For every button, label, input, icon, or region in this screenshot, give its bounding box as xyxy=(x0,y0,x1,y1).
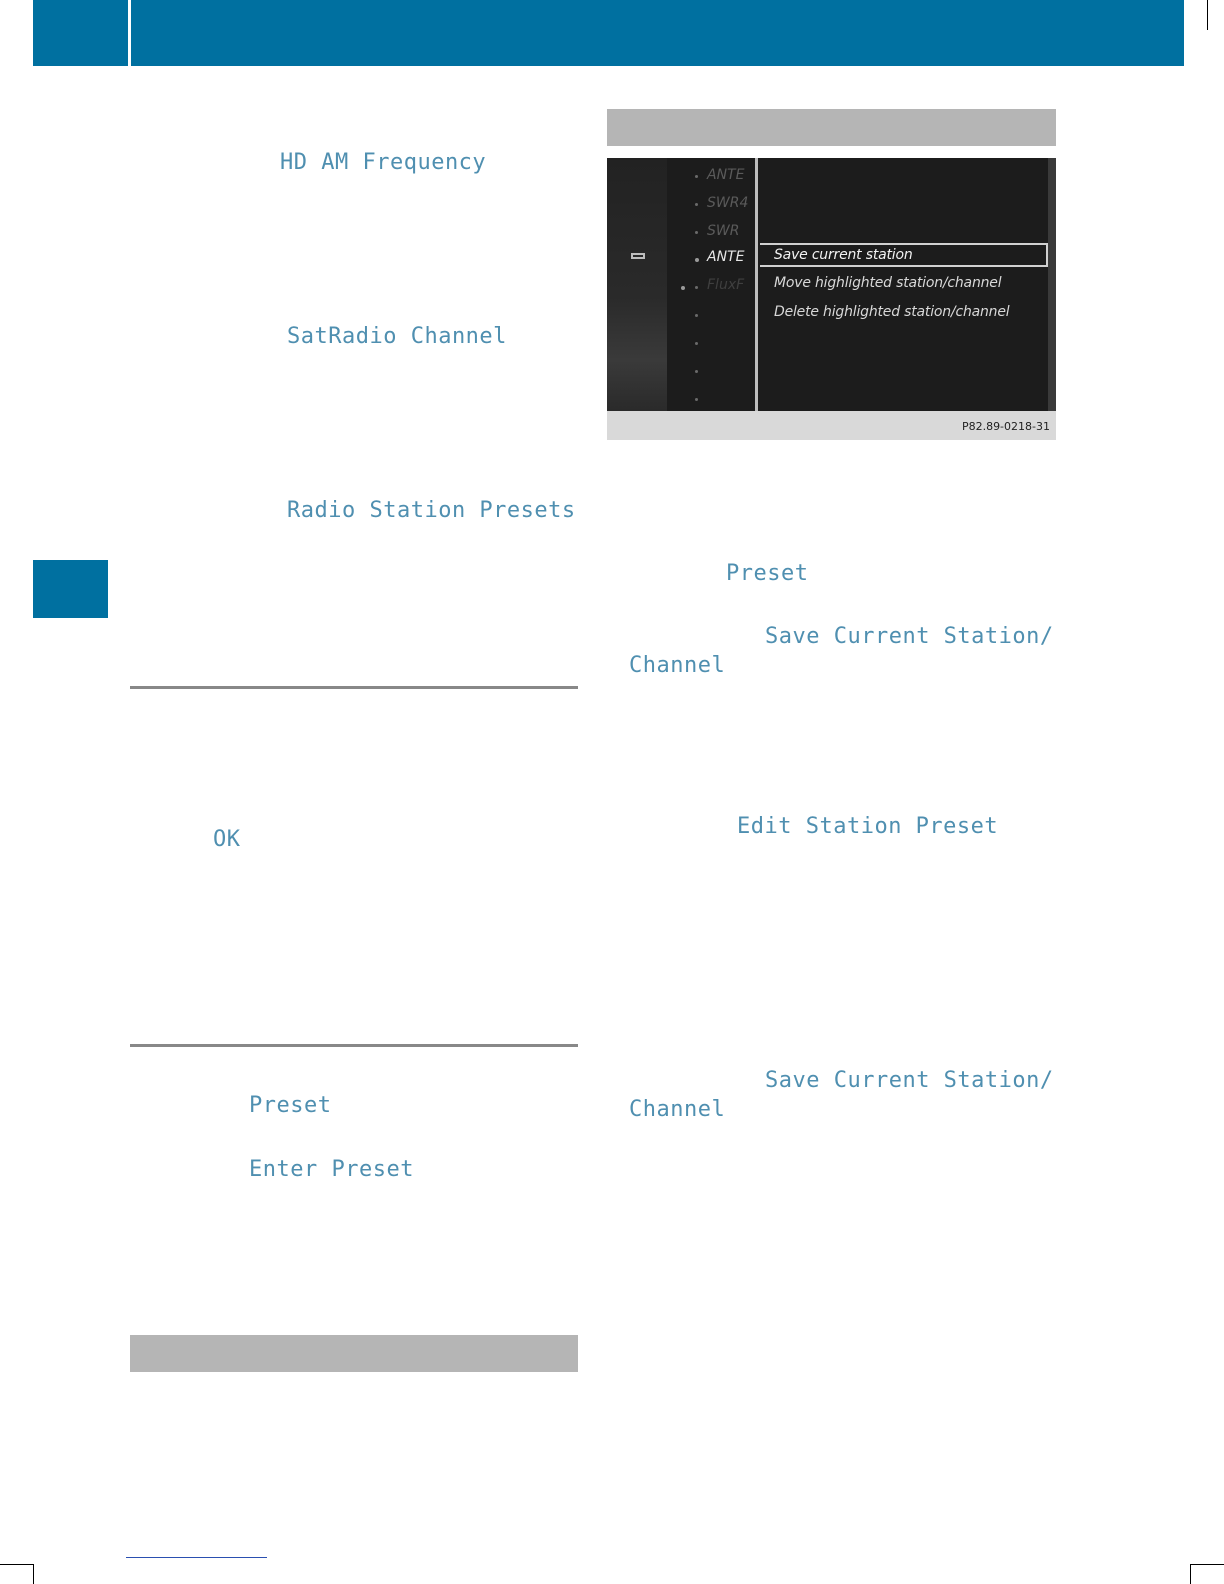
section-rule-1 xyxy=(130,686,578,689)
code-preset-left: Preset xyxy=(249,1093,332,1118)
list-dot xyxy=(695,286,698,289)
code-save-current-station-1: Save Current Station/ xyxy=(765,624,1054,649)
menu-item-delete-station: Delete highlighted station/channel xyxy=(774,304,1010,320)
screen-right-edge xyxy=(1048,158,1056,411)
code-enter-preset: Enter Preset xyxy=(249,1157,414,1182)
display-screen xyxy=(607,158,1056,411)
screen-left-panel xyxy=(607,158,667,411)
header-bar xyxy=(33,0,1184,66)
chapter-tab xyxy=(33,560,108,618)
header-divider xyxy=(128,0,131,66)
code-satradio-channel: SatRadio Channel xyxy=(287,324,507,349)
crop-mark xyxy=(1190,1564,1224,1565)
list-dot xyxy=(695,175,698,178)
code-preset-right: Preset xyxy=(726,561,809,586)
code-edit-station-preset: Edit Station Preset xyxy=(737,814,999,839)
list-dot xyxy=(695,342,698,345)
list-dot xyxy=(695,314,698,317)
code-hd-am-frequency: HD AM Frequency xyxy=(280,150,487,175)
station-list-item: ANTE xyxy=(707,167,745,183)
crop-mark xyxy=(33,1564,34,1584)
code-save-current-station-2: Save Current Station/ xyxy=(765,1068,1054,1093)
screen-divider xyxy=(755,158,758,411)
menu-item-save-current-station: Save current station xyxy=(774,247,913,263)
code-channel-1: Channel xyxy=(629,653,726,678)
list-dot xyxy=(695,370,698,373)
list-dot xyxy=(695,231,698,234)
footer-link-underline[interactable] xyxy=(126,1557,267,1558)
list-dot xyxy=(695,398,698,401)
station-list-item-selected: ANTE xyxy=(707,249,745,265)
code-channel-2: Channel xyxy=(629,1097,726,1122)
figure-code: P82.89-0218-31 xyxy=(961,420,1050,433)
menu-item-move-station: Move highlighted station/channel xyxy=(774,275,1002,291)
radio-icon xyxy=(631,253,645,259)
list-dot-selected xyxy=(695,258,699,262)
section-header-bar-right xyxy=(607,109,1056,146)
display-screenshot xyxy=(607,158,1056,440)
crop-mark xyxy=(1207,0,1208,30)
station-list-item: SWR4 xyxy=(707,195,749,211)
section-rule-2 xyxy=(130,1044,578,1047)
section-header-bar-left xyxy=(130,1335,578,1372)
station-list-item: FluxF xyxy=(707,277,745,293)
code-radio-station-presets: Radio Station Presets xyxy=(287,498,576,523)
crop-mark xyxy=(0,1564,33,1565)
crop-mark xyxy=(1190,1564,1191,1584)
list-dot-marker xyxy=(681,286,685,290)
station-list-item: SWR xyxy=(707,223,740,239)
list-dot xyxy=(695,203,698,206)
code-ok: OK xyxy=(213,827,241,852)
